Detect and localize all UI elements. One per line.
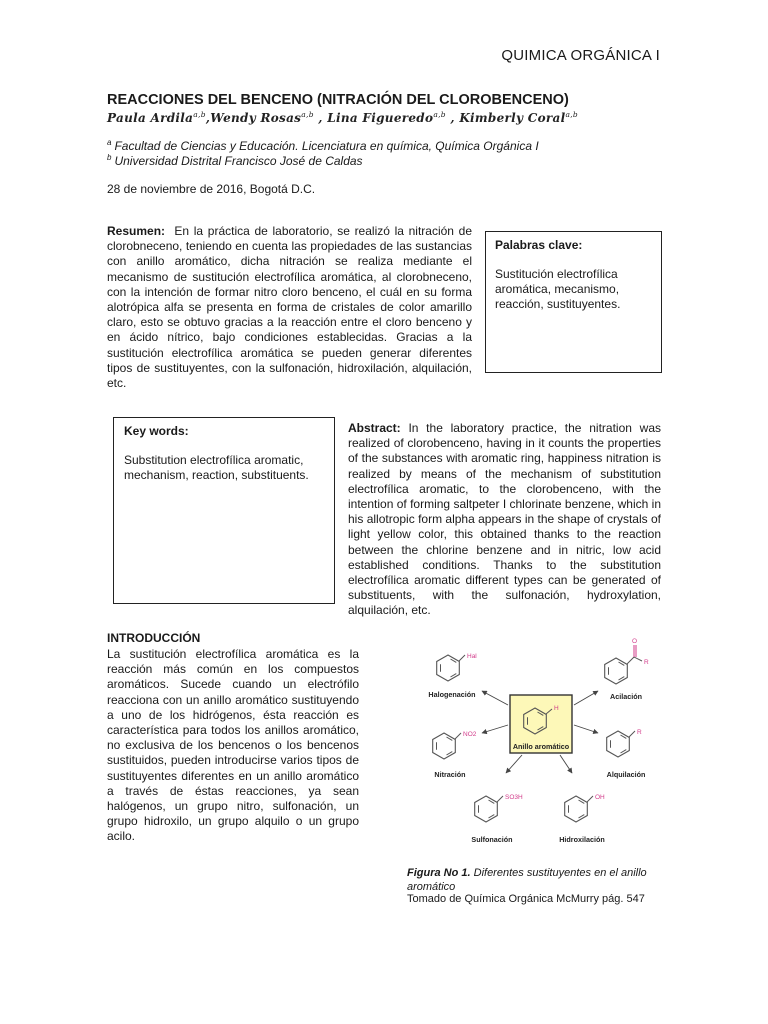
affiliation-mark: a — [107, 138, 112, 147]
bond — [629, 731, 635, 737]
abstract-text: In the laboratory practice, the nitration was realized of clorobenceno, having in it counts the properties of the substances with aromatic ring, happiness nitration is realized by means of the mechanism of substitution electrofílica aromatic, to the clorobenceno, with the intention of forming saltpeter I chlorinate benzene, which in his allotropic form alpha appears in the shape of crystals of light yellow color, this obtained thanks to the reaction between the chlorine benzene and in nitric, low acid established conditions. Thanks to the substitution electrofílica aromatic different types can be generated of substituents, with the sulfonación, hydroxylation, alquilación, etc. — [348, 421, 661, 618]
date-location: 28 de noviembre de 2016, Bogotá D.C. — [107, 182, 316, 196]
substituent-hal: Hal — [467, 653, 477, 660]
benzene-ring-alkylation — [607, 731, 630, 757]
resumen-paragraph — [107, 224, 472, 391]
author-list — [107, 110, 578, 125]
introduccion-text: La sustitución electrofílica aromática es la reacción más común en los compuestos aromáticos. Sucede cuando un electrófilo reacciona con un anillo aromático sustituyendo a uno de los hidrógenos, ésta reacción es característica para todos los anillos aromático, no exclusiva de los bencenos o los bencenos sustituidos, pueden introducirse varios tipos de sustituyentes diferentes en un anillo aromático a través de éstas reacciones, ya sean halógenos, un grupo nitro, sulfonación, un grupo hidroxilo, un grupo alquilo o un grupo acilo. — [107, 647, 359, 844]
paper-title: REACCIONES DEL BENCENO (NITRACIÓN DEL CLOROBENCENO) — [107, 92, 569, 108]
bond — [497, 796, 503, 802]
benzene-ring-hydroxylation — [565, 796, 588, 822]
palabras-clave-box — [485, 231, 662, 373]
palabras-clave-text: Sustitución electrofílica aromática, mecanismo, reacción, sustituyentes. — [495, 267, 621, 312]
author-sup: a,b — [433, 110, 446, 119]
benzene-ring-halogenation — [437, 655, 460, 681]
author-sep: , — [313, 111, 328, 125]
resumen-text: En la práctica de laboratorio, se realizó la nitración de clorobneceno, teniendo en cuenta las propiedades de las sustancias con anillo aromático, dicha nitración se realiza mediante el mecanismo de sustitución electrofílica aromática, al clorobneceno, con la intención de formar nitro cloro benceno, el cuál en su forma alotrópica alfa se presenta en forma de cristales de color amarillo claro, esto se obtuvo gracias a la reacción entre el cloro benceno y en ácido nítrico, bajo condiciones establecidas. Gracias a la sustitución electrofílica aromática se pueden generar diferentes tipos de sustituyentes, con la sulfonación, hidroxilación, alquilación, etc. — [107, 224, 473, 391]
key-words-label: Key words: — [124, 424, 189, 438]
node-label-nitracion: Nitración — [434, 770, 466, 779]
arrow-acylation — [574, 691, 598, 705]
acyl-oxygen: O — [632, 638, 638, 645]
node-label-halogenacion: Halogenación — [428, 690, 476, 699]
key-words-box — [113, 417, 335, 604]
arrow-sulfonation — [506, 755, 522, 773]
node-label-sulfonacion: Sulfonación — [471, 835, 513, 844]
arrow-hydroxylation — [560, 755, 572, 773]
resumen-label: Resumen: — [107, 224, 166, 238]
affiliation-a — [107, 138, 539, 153]
figure-caption-text: Diferentes sustituyentes en el anillo aromático — [407, 867, 647, 893]
author-sep: , — [205, 111, 211, 125]
author: Paula Ardila — [107, 111, 194, 125]
center-substituent: H — [554, 705, 559, 712]
arrow-nitration — [482, 725, 508, 733]
author-sup: a,b — [565, 110, 579, 119]
author-sup: a,b — [301, 110, 314, 119]
abstract-paragraph — [348, 421, 661, 619]
node-label-acilacion: Acilación — [610, 692, 642, 701]
affiliation-mark: b — [107, 153, 112, 162]
author-sup: a,b — [193, 110, 206, 119]
author: Kimberly Coral — [459, 111, 566, 125]
course-header: QUIMICA ORGÁNICA I — [501, 47, 660, 64]
benzene-ring-acylation — [605, 658, 628, 684]
benzene-ring-nitration — [433, 733, 456, 759]
abstract-label: Abstract: — [348, 421, 401, 435]
bond — [455, 733, 461, 739]
author: Lina Figueredo — [327, 111, 434, 125]
bond — [627, 657, 634, 664]
center-label: Anillo aromático — [512, 742, 570, 751]
arrow-alkylation — [574, 725, 598, 733]
bond — [459, 655, 465, 661]
figure-aromatic-substitution — [420, 633, 660, 848]
substituent-oh: OH — [595, 794, 605, 801]
substituent-r-acyl: R — [644, 659, 649, 666]
bond — [587, 796, 593, 802]
figure-source: Tomado de Química Orgánica McMurry pág. 547 — [407, 893, 645, 905]
substitution-diagram — [420, 633, 660, 848]
substituent-so3h: SO3H — [505, 794, 523, 801]
affiliation-b — [107, 153, 363, 168]
figure-caption-label: Figura No 1. — [407, 867, 471, 879]
author: Wendy Rosas — [210, 111, 302, 125]
node-label-hidroxilacion: Hidroxilación — [559, 835, 605, 844]
substituent-no2: NO2 — [463, 731, 477, 738]
benzene-ring-sulfonation — [475, 796, 498, 822]
node-label-alquilacion: Alquilación — [606, 770, 646, 779]
introduccion-heading: INTRODUCCIÓN — [107, 631, 201, 645]
affiliation-text: Universidad Distrital Francisco José de Caldas — [114, 154, 363, 168]
substituent-r-alkyl: R — [637, 729, 642, 736]
palabras-clave-label: Palabras clave: — [495, 238, 583, 252]
figure-caption — [407, 866, 667, 894]
key-words-text: Substitution electrofílica aromatic, mechanism, reaction, substituents. — [124, 453, 309, 483]
author-sep: , — [445, 111, 460, 125]
bond — [634, 657, 642, 661]
affiliation-text: Facultad de Ciencias y Educación. Licenciatura en química, Química Orgánica I — [114, 139, 539, 153]
arrow-halogenation — [482, 691, 508, 705]
